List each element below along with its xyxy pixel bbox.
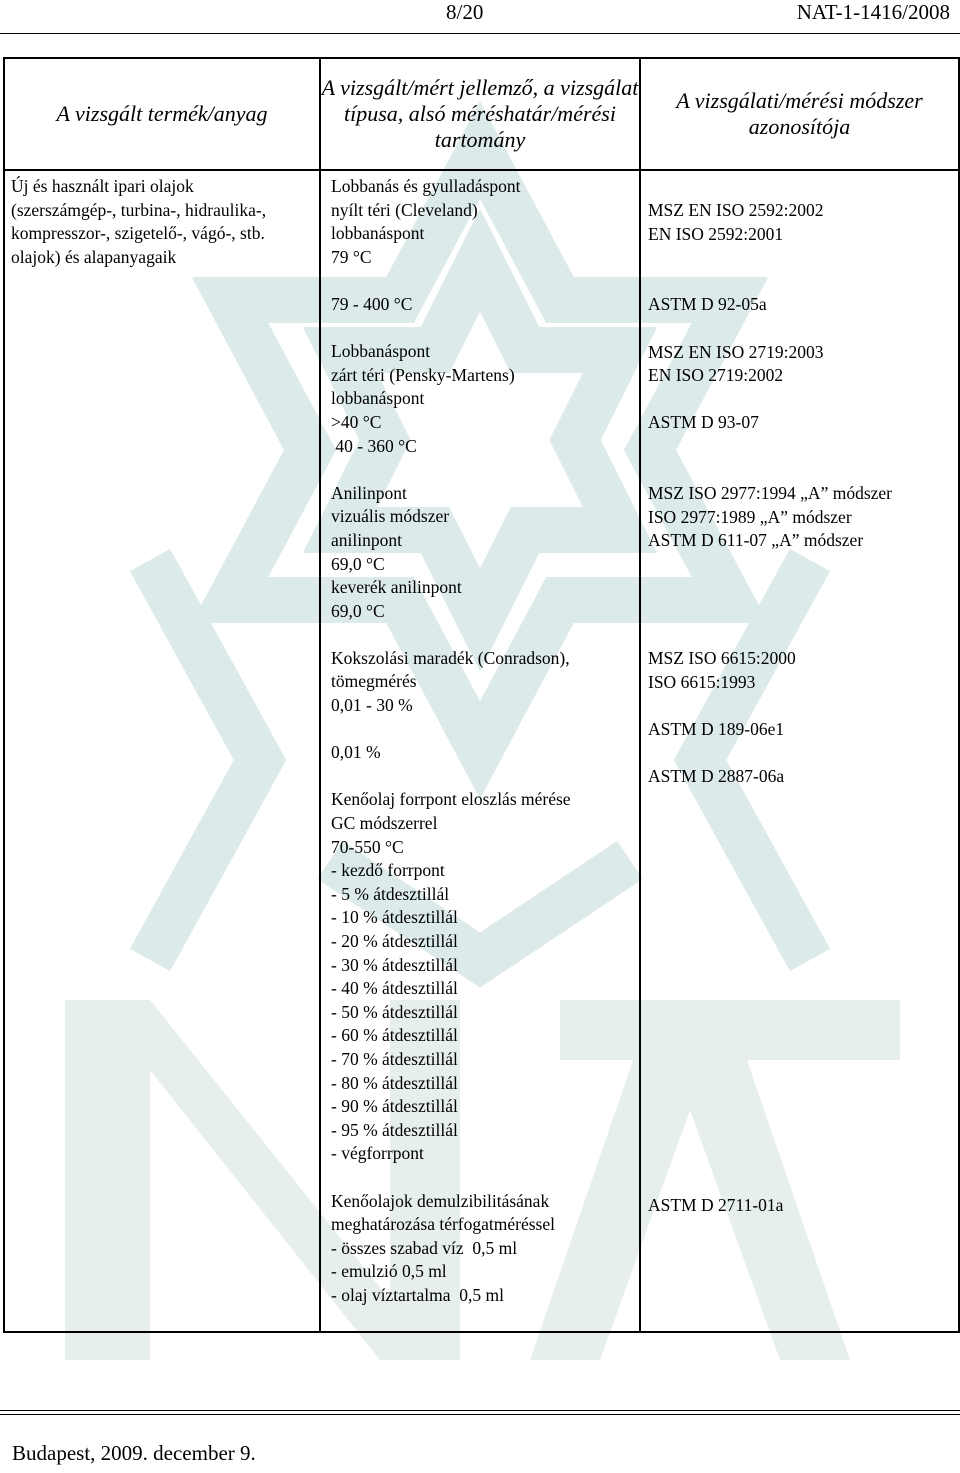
property-line: - 70 % átdesztillál — [331, 1048, 458, 1069]
property-line: 69,0 °C — [331, 600, 385, 621]
group-spacer — [331, 765, 633, 789]
method-line: ASTM D 92-05a — [648, 294, 767, 315]
group-spacer — [331, 623, 633, 647]
method-line: ASTM D 611-07 „A” módszer — [648, 530, 864, 551]
group-spacer — [648, 742, 952, 766]
group-spacer — [331, 1166, 633, 1190]
property-line: 70-550 °C — [331, 836, 404, 857]
property-line: - 90 % átdesztillál — [331, 1096, 458, 1117]
property-text — [321, 171, 639, 1308]
property-line: Kokszolási maradék (Conradson), — [331, 647, 570, 668]
property-line: - 50 % átdesztillál — [331, 1001, 458, 1022]
group-spacer — [648, 246, 952, 293]
document-id: NAT-1-1416/2008 — [796, 0, 950, 24]
property-line: lobbanáspont — [331, 388, 425, 409]
property-line: - kezdő forrpont — [331, 860, 445, 881]
property-line: - emulzió 0,5 ml — [331, 1261, 447, 1282]
method-line: ISO 2977:1989 „A” módszer — [648, 506, 852, 527]
footer-rule-2 — [0, 1414, 960, 1415]
property-line: GC módszerrel — [331, 813, 438, 834]
group-spacer — [331, 317, 633, 341]
property-line: Lobbanáspont — [331, 341, 431, 362]
property-line: 0,01 % — [331, 742, 381, 763]
product-text — [5, 171, 319, 269]
product-cell — [4, 170, 320, 1332]
property-line: vizuális módszer — [331, 506, 450, 527]
group-spacer — [648, 553, 952, 647]
method-line: EN ISO 2592:2001 — [648, 223, 784, 244]
property-line: - 30 % átdesztillál — [331, 954, 458, 975]
property-line: Lobbanás és gyulladáspont — [331, 176, 521, 196]
place-date: Budapest, 2009. december 9. — [12, 1441, 256, 1465]
property-line: 69,0 °C — [331, 553, 385, 574]
property-line: tömegmérés — [331, 671, 417, 692]
property-line: >40 °C — [331, 411, 382, 432]
property-line: - olaj víztartalma 0,5 ml — [331, 1284, 505, 1305]
property-line: - 80 % átdesztillál — [331, 1072, 458, 1093]
product-line: (szerszámgép-, turbina-, hidraulika-, — [11, 199, 267, 220]
property-line: - végforrpont — [331, 1143, 424, 1164]
column-header-property: A vizsgált/mért jellemző, a vizsgálat típusa, alsó méréshatár/mérési tartomány — [320, 58, 640, 170]
method-cell — [640, 170, 959, 1332]
group-spacer — [331, 718, 633, 742]
property-line: Kenőolajok demulzibilitásának — [331, 1190, 550, 1211]
property-line: - 60 % átdesztillál — [331, 1025, 458, 1046]
group-spacer — [331, 458, 633, 482]
property-line: - 95 % átdesztillál — [331, 1119, 458, 1140]
group-spacer — [648, 789, 952, 1194]
property-line: - 40 % átdesztillál — [331, 978, 458, 999]
property-line: 79 °C — [331, 246, 372, 267]
method-line: ASTM D 2711-01a — [648, 1194, 784, 1215]
group-spacer — [648, 388, 952, 412]
method-line: MSZ EN ISO 2719:2003 — [648, 341, 824, 362]
method-line: ASTM D 189-06e1 — [648, 719, 785, 740]
property-line: meghatározása térfogatméréssel — [331, 1214, 555, 1235]
method-line: MSZ ISO 6615:2000 — [648, 648, 796, 669]
product-line: kompresszor-, szigetelő-, vágó-, stb. — [11, 223, 265, 244]
column-header-product: A vizsgált termék/anyag — [4, 58, 320, 170]
table-row — [4, 170, 959, 1332]
property-line: - 10 % átdesztillál — [331, 907, 458, 928]
method-line: ASTM D 2887-06a — [648, 766, 785, 787]
column-header-method: A vizsgálati/mérési módszer azonosítója — [640, 58, 959, 170]
property-line: nyílt téri (Cleveland) — [331, 199, 478, 220]
group-spacer — [648, 317, 952, 341]
header-rule — [0, 33, 960, 34]
method-line: ISO 6615:1993 — [648, 671, 756, 692]
property-line: Kenőolaj forrpont eloszlás mérése — [331, 789, 571, 810]
property-line: keverék anilinpont — [331, 577, 462, 598]
property-line: 0,01 - 30 % — [331, 695, 413, 716]
footer-rule-1 — [0, 1410, 960, 1411]
group-spacer — [648, 435, 952, 482]
property-cell — [320, 170, 640, 1332]
group-spacer — [648, 694, 952, 718]
property-line: zárt téri (Pensky-Martens) — [331, 364, 515, 385]
page-number: 8/20 — [446, 0, 484, 24]
product-line: Új és használt ipari olajok — [11, 176, 194, 196]
method-line: MSZ ISO 2977:1994 „A” módszer — [648, 483, 893, 504]
property-line: - 20 % átdesztillál — [331, 931, 458, 951]
accreditation-table — [3, 57, 960, 1333]
method-line: ASTM D 93-07 — [648, 412, 759, 433]
property-line: 79 - 400 °C — [331, 293, 413, 314]
property-line: Anilinpont — [331, 482, 407, 503]
property-line: 40 - 360 °C — [331, 435, 417, 456]
product-line: olajok) és alapanyagaik — [11, 246, 177, 267]
method-text — [641, 171, 958, 1217]
method-line: EN ISO 2719:2002 — [648, 365, 784, 386]
table-header-row — [4, 58, 959, 170]
property-line: - összes szabad víz 0,5 ml — [331, 1237, 518, 1258]
method-line: MSZ EN ISO 2592:2002 — [648, 200, 824, 220]
property-line: - 5 % átdesztillál — [331, 883, 450, 904]
group-spacer — [331, 269, 633, 293]
property-line: lobbanáspont — [331, 223, 425, 244]
property-line: anilinpont — [331, 529, 402, 550]
